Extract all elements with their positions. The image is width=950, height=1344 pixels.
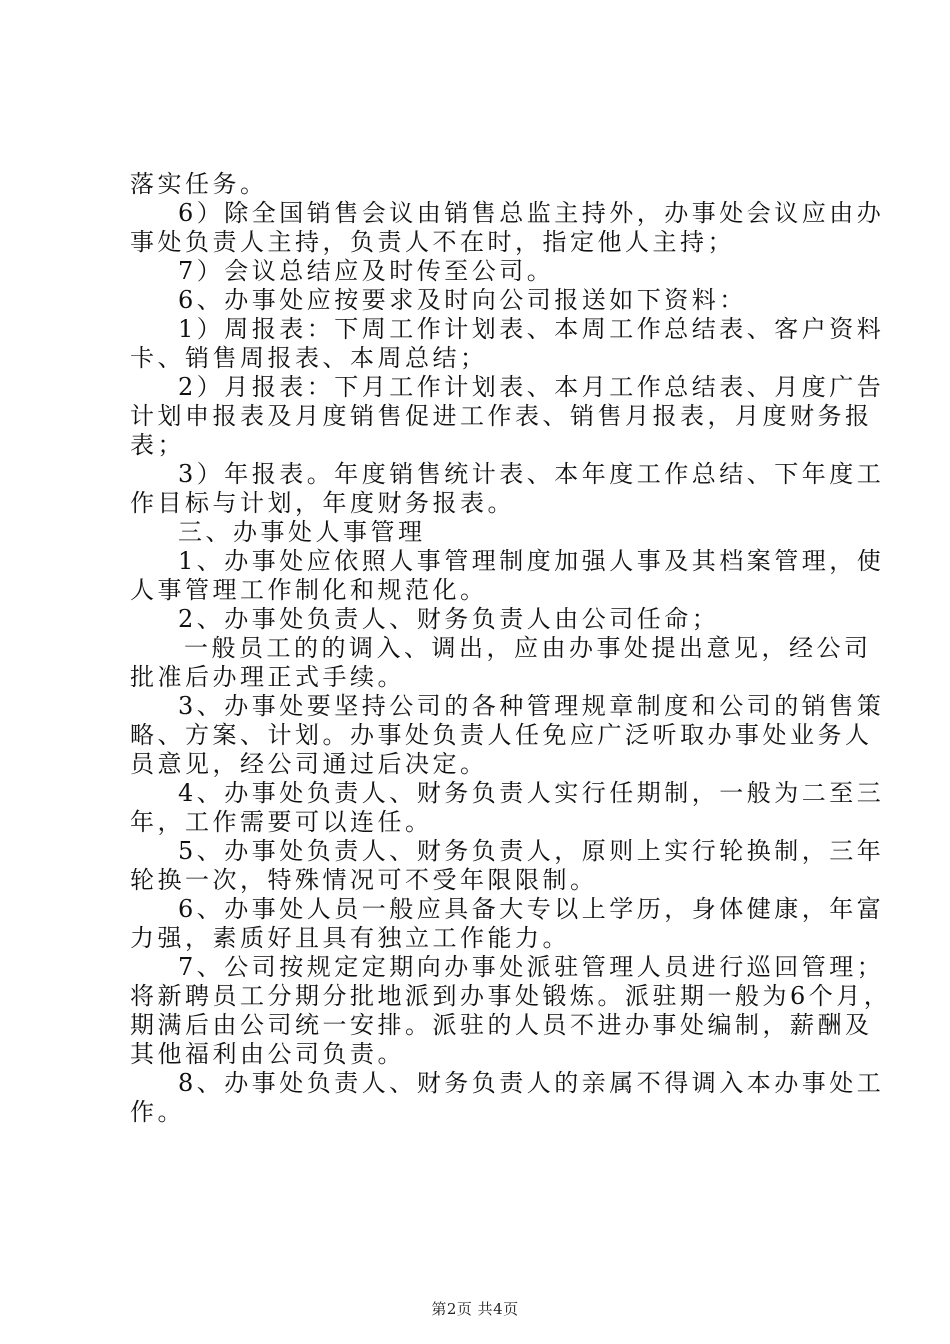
text-line: 批准后办理正式手续。 <box>130 663 405 691</box>
text-line: 员意见，经公司通过后决定。 <box>130 750 488 778</box>
text-line: 4、办事处负责人、财务负责人实行任期制，一般为二至三 <box>178 779 885 807</box>
text-line: 6、办事处人员一般应具备大专以上学历，身体健康，年富 <box>178 895 885 923</box>
text-line: 8、办事处负责人、财务负责人的亲属不得调入本办事处工 <box>178 1069 885 1097</box>
text-line: 2、办事处负责人、财务负责人由公司任命； <box>178 605 720 633</box>
text-line: 事处负责人主持，负责人不在时，指定他人主持； <box>130 228 735 256</box>
text-line: 年，工作需要可以连任。 <box>130 808 433 836</box>
text-line: 人事管理工作制化和规范化。 <box>130 576 488 604</box>
text-line: 落实任务。 <box>130 170 268 198</box>
text-line: 期满后由公司统一安排。派驻的人员不进办事处编制，薪酬及 <box>130 1011 873 1039</box>
text-line: 卡、销售周报表、本周总结； <box>130 344 488 372</box>
text-line: 计划申报表及月度销售促进工作表、销售月报表，月度财务报 <box>130 402 873 430</box>
text-line: 6、办事处应按要求及时向公司报送如下资料： <box>178 286 747 314</box>
text-line: 2）月报表：下月工作计划表、本月工作总结表、月度广告 <box>178 373 885 401</box>
text-line: 7、公司按规定定期向办事处派驻管理人员进行巡回管理； <box>178 953 885 981</box>
section-heading: 三、办事处人事管理 <box>178 518 426 546</box>
text-line: 略、方案、计划。办事处负责人任免应广泛听取办事处业务人 <box>130 721 873 749</box>
page-number-footer: 第2页 共4页 <box>431 1300 519 1318</box>
text-line: 7）会议总结应及时传至公司。 <box>178 257 555 285</box>
text-line: 作目标与计划，年度财务报表。 <box>130 489 515 517</box>
text-line: 1）周报表：下周工作计划表、本周工作总结表、客户资料 <box>178 315 885 343</box>
document-body <box>130 170 892 1127</box>
text-line: 其他福利由公司负责。 <box>130 1040 405 1068</box>
text-line: 将新聘员工分期分批地派到办事处锻炼。派驻期一般为6个月， <box>130 982 892 1010</box>
text-line: 3、办事处要坚持公司的各种管理规章制度和公司的销售策 <box>178 692 885 720</box>
text-line: 轮换一次，特殊情况可不受年限限制。 <box>130 866 598 894</box>
text-line: 一般员工的的调入、调出，应由办事处提出意见，经公司 <box>184 634 872 662</box>
text-line: 表； <box>130 431 185 459</box>
text-line: 5、办事处负责人、财务负责人，原则上实行轮换制，三年 <box>178 837 885 865</box>
text-line: 1、办事处应依照人事管理制度加强人事及其档案管理，使 <box>178 547 885 575</box>
text-line: 力强，素质好且具有独立工作能力。 <box>130 924 570 952</box>
text-line: 作。 <box>130 1098 185 1126</box>
text-line: 6）除全国销售会议由销售总监主持外，办事处会议应由办 <box>178 199 885 227</box>
text-line: 3）年报表。年度销售统计表、本年度工作总结、下年度工 <box>178 460 885 488</box>
